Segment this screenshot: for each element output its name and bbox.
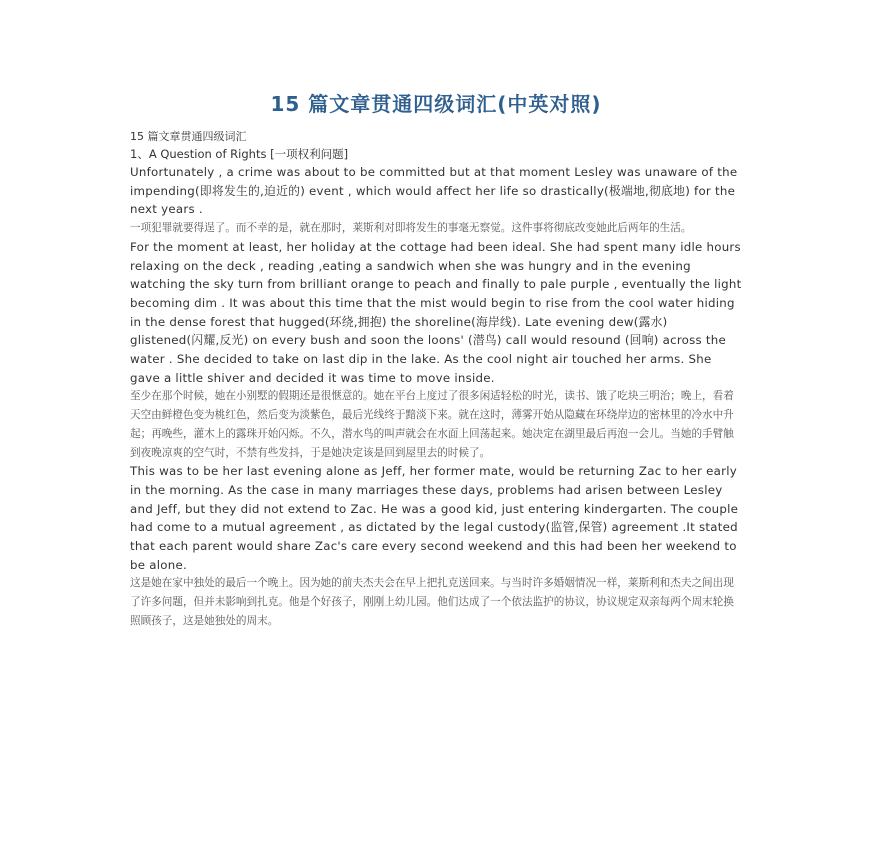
paragraph-chinese-3: 这是她在家中独处的最后一个晚上。因为她的前夫杰夫会在早上把扎克送回来。与当时许多婚姻情况一样，莱斯利和杰夫之间出现了许多问题，但并未影响到扎克。他是个好孩子，刚刚上幼儿园。他们达成了一个依法监护的协议，协议规定双亲每两个周末轮换照顾孩子，这是她独处的周末。: [130, 577, 734, 627]
section-heading: 1、A Question of Rights [一项权利问题]: [130, 147, 349, 161]
paragraph-english-2: For the moment at least, her holiday at the cottage had been ideal. She had spent many idle hours relaxing on the deck , reading ,eating a sandwich when she was hungry and in the evening watching the sky turn from brilliant orange to peach and finally to pale purple , eventually the light becoming dim . It was about this time that the mist would begin to rise from the cool water hiding in the dense forest that hugged(环绕,拥抱) the shoreline(海岸线). Late evening dew(露水) glistened(闪耀,反光) on every bush and soon the loons' (潜鸟) call would resound (回响) across the water . She decided to take on last dip in the lake. As the cool night air touched her arms. She gave a little shiver and decided it was time to move inside.: [130, 239, 742, 385]
paragraph-english-1: Unfortunately , a crime was about to be committed but at that moment Lesley was unaware of the impending(即将发生的,迫近的) event , which would affect her life so drastically(极端地,彻底地) for the next years .: [130, 165, 738, 217]
document-page: [130, 88, 742, 631]
paragraph-english-3: This was to be her last evening alone as Jeff, her former mate, would be returning Zac to her early in the morning. As the case in many marriages these days, problems had arisen between Lesley and Jeff, but they did not extend to Zac. He was a good kid, just entering kindergarten. The couple had come to a mutual agreement , as dictated by the legal custody(监管,保管) agreement .It stated that each parent would share Zac's care every second weekend and this had been her weekend to be alone.: [130, 464, 739, 572]
paragraph-chinese-2: 至少在那个时候，她在小别墅的假期还是很惬意的。她在平台上度过了很多闲适轻松的时光，读书、饿了吃块三明治；晚上，看着天空由鲜橙色变为桃红色，然后变为淡紫色，最后光线终于黯淡下来。就在这时，薄雾开始从隐藏在环绕岸边的密林里的冷水中升起；再晚些，灌木上的露珠开始闪烁。不久，潜水鸟的叫声就会在水面上回荡起来。她决定在湖里最后再泡一会儿。当她的手臂触到夜晚凉爽的空气时，不禁有些发抖，于是她决定该是回到屋里去的时候了。: [130, 390, 734, 459]
paragraph-chinese-1: 一项犯罪就要得逞了。而不幸的是，就在那时，莱斯利对即将发生的事毫无察觉。这件事将彻底改变她此后两年的生活。: [130, 222, 692, 235]
document-subtitle: 15 篇文章贯通四级词汇: [130, 130, 247, 143]
document-title: 15 篇文章贯通四级词汇(中英对照): [270, 92, 602, 116]
